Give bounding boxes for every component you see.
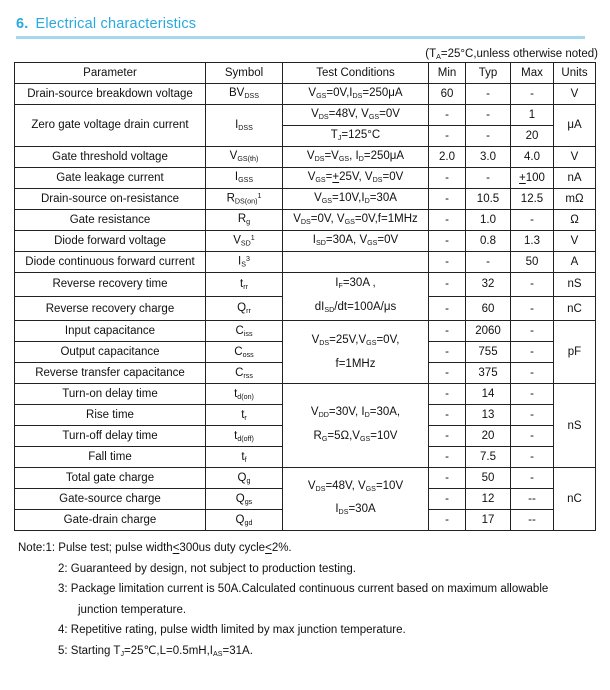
- table-row: [15, 251, 596, 272]
- table-row: [15, 384, 596, 405]
- cond-line: $dI_{SD}/dt=100A/\mu s$: [314, 300, 397, 314]
- param-cell: Reverse transfer capacitance: [15, 363, 206, 384]
- typ-cell: -: [466, 83, 511, 104]
- unit-cell: mΩ: [554, 188, 596, 209]
- max-cell: 50: [511, 251, 554, 272]
- max-cell: --: [511, 510, 554, 531]
- datasheet-page: [0, 16, 610, 690]
- min-cell: -: [429, 363, 466, 384]
- typ-cell: 13: [466, 405, 511, 426]
- typ-cell: 3.0: [466, 146, 511, 167]
- cond-cell-merged: [283, 321, 429, 384]
- param-cell: Drain-source breakdown voltage: [15, 83, 206, 104]
- max-cell: -: [511, 321, 554, 342]
- cond-line: $V_{DD}=30V$, $I_D=30A$,: [310, 406, 401, 419]
- cond-cell: $V_{DS}=48V$, $V_{GS}=0V$: [283, 104, 429, 125]
- cond-cell-merged: [283, 272, 429, 321]
- symbol-cell: $Q_g$: [206, 468, 283, 489]
- col-symbol: Symbol: [206, 62, 283, 83]
- symbol-cell: $Q_{gs}$: [206, 489, 283, 510]
- min-cell: 60: [429, 83, 466, 104]
- unit-cell: V: [554, 83, 596, 104]
- cond-cell: $I_{SD}=30A$, $V_{GS}=0V$: [283, 230, 429, 251]
- unit-cell: V: [554, 146, 596, 167]
- typ-cell: 17: [466, 510, 511, 531]
- unit-cell: A: [554, 251, 596, 272]
- note-line-3: 3: Package limitation current is 50A.Calculated continuous current based on maximum allowable: [58, 583, 549, 596]
- symbol-cell: $R_g$: [206, 209, 283, 230]
- param-cell: Reverse recovery time: [15, 272, 206, 296]
- notes-block: [18, 541, 610, 660]
- min-cell: -: [429, 188, 466, 209]
- typ-cell: -: [466, 104, 511, 125]
- min-cell: 2.0: [429, 146, 466, 167]
- min-cell: -: [429, 405, 466, 426]
- param-cell: Gate threshold voltage: [15, 146, 206, 167]
- unit-cell: μA: [554, 104, 596, 146]
- symbol-cell: $I_{GSS}$: [206, 167, 283, 188]
- cond-cell: $V_{DS}=0V$, $V_{GS}=0V,f=1MHz$: [283, 209, 429, 230]
- symbol-cell: $V_{SD}^1$: [206, 230, 283, 251]
- typ-cell: 20: [466, 426, 511, 447]
- symbol-cell: $I_{DSS}$: [206, 104, 283, 146]
- col-min: Min: [429, 62, 466, 83]
- typ-cell: 12: [466, 489, 511, 510]
- param-cell: Rise time: [15, 405, 206, 426]
- min-cell: -: [429, 272, 466, 296]
- typ-cell: -: [466, 125, 511, 146]
- cond-cell-merged: [283, 384, 429, 468]
- typ-cell: 14: [466, 384, 511, 405]
- max-cell: -: [511, 297, 554, 321]
- cond-line: $I_F=30A$ ,: [335, 276, 376, 290]
- min-cell: -: [429, 447, 466, 468]
- unit-cell: nC: [554, 297, 596, 321]
- symbol-cell: $BV_{DSS}$: [206, 83, 283, 104]
- symbol-cell: $V_{GS(th)}$: [206, 146, 283, 167]
- symbol-cell: $t_r$: [206, 405, 283, 426]
- typ-cell: 10.5: [466, 188, 511, 209]
- unit-cell: pF: [554, 321, 596, 384]
- typ-cell: 7.5: [466, 447, 511, 468]
- cond-line: $R_G=5\Omega,V_{GS}=10V$: [313, 429, 398, 443]
- table-row: [15, 209, 596, 230]
- min-cell: -: [429, 209, 466, 230]
- param-cell: Zero gate voltage drain current: [15, 104, 206, 146]
- unit-cell: nA: [554, 167, 596, 188]
- max-cell: -: [511, 426, 554, 447]
- max-cell: 1: [511, 104, 554, 125]
- min-cell: -: [429, 426, 466, 447]
- symbol-cell: $Q_{rr}$: [206, 297, 283, 321]
- param-cell: Gate-source charge: [15, 489, 206, 510]
- table-row: [15, 146, 596, 167]
- typ-cell: 0.8: [466, 230, 511, 251]
- symbol-cell: $C_{oss}$: [206, 342, 283, 363]
- unit-cell: Ω: [554, 209, 596, 230]
- max-cell: -: [511, 405, 554, 426]
- max-cell: 12.5: [511, 188, 554, 209]
- max-cell: -: [511, 468, 554, 489]
- cond-cell-merged: [283, 468, 429, 531]
- min-cell: -: [429, 321, 466, 342]
- min-cell: -: [429, 167, 466, 188]
- table-row: [15, 468, 596, 489]
- param-cell: Diode continuous forward current: [15, 251, 206, 272]
- cond-cell: $V_{GS}=0V,I_{DS}=250\mu A$: [283, 83, 429, 104]
- symbol-cell: $R_{DS(on)}^1$: [206, 188, 283, 209]
- param-cell: Gate-drain charge: [15, 510, 206, 531]
- param-cell: Input capacitance: [15, 321, 206, 342]
- min-cell: -: [429, 489, 466, 510]
- min-cell: -: [429, 230, 466, 251]
- min-cell: -: [429, 342, 466, 363]
- note-line-1: Note:1: Pulse test; pulse width<300us duty cycle<2%.: [18, 542, 292, 555]
- typ-cell: 2060: [466, 321, 511, 342]
- col-test-conditions: Test Conditions: [283, 62, 429, 83]
- table-row: [15, 321, 596, 342]
- param-cell: Output capacitance: [15, 342, 206, 363]
- param-cell: Drain-source on-resistance: [15, 188, 206, 209]
- note-line-4: 4: Repetitive rating, pulse width limited by max junction temperature.: [58, 624, 406, 637]
- section-title: Electrical characteristics: [35, 16, 197, 32]
- max-cell: -: [511, 83, 554, 104]
- table-row: [15, 272, 596, 296]
- max-cell: -: [511, 447, 554, 468]
- table-header-row: [15, 62, 596, 83]
- typ-cell: 60: [466, 297, 511, 321]
- section-heading: [16, 16, 585, 39]
- typ-cell: 375: [466, 363, 511, 384]
- min-cell: -: [429, 297, 466, 321]
- electrical-characteristics-table: [14, 62, 596, 532]
- max-cell: -: [511, 209, 554, 230]
- param-cell: Gate resistance: [15, 209, 206, 230]
- symbol-cell: $t_{rr}$: [206, 272, 283, 296]
- param-cell: Turn-on delay time: [15, 384, 206, 405]
- min-cell: -: [429, 125, 466, 146]
- note-line-2: 2: Guaranteed by design, not subject to production testing.: [58, 562, 356, 575]
- max-cell: -: [511, 384, 554, 405]
- col-units: Units: [554, 62, 596, 83]
- max-cell: --: [511, 489, 554, 510]
- unit-cell: nS: [554, 384, 596, 468]
- param-cell: Fall time: [15, 447, 206, 468]
- note-line-3-cont: junction temperature.: [78, 603, 187, 616]
- max-cell: -: [511, 363, 554, 384]
- max-cell: +100: [511, 167, 554, 188]
- col-parameter: Parameter: [15, 62, 206, 83]
- typ-cell: -: [466, 251, 511, 272]
- table-row: [15, 188, 596, 209]
- min-cell: -: [429, 510, 466, 531]
- max-cell: 20: [511, 125, 554, 146]
- cond-line: $V_{DS}=25V,V_{GS}=0V$,: [311, 333, 400, 347]
- table-row: [15, 104, 596, 125]
- unit-cell: nS: [554, 272, 596, 296]
- typ-cell: 50: [466, 468, 511, 489]
- param-cell: Gate leakage current: [15, 167, 206, 188]
- cond-line: $V_{DS}=48V$, $V_{GS}=10V$: [307, 479, 404, 493]
- note-line-5: 5: Starting $T_J=25℃,L=0.5mH,I_{AS}=31A$.: [58, 644, 253, 658]
- table-row: [15, 83, 596, 104]
- symbol-cell: $Q_{gd}$: [206, 510, 283, 531]
- cond-cell: $V_{DS}=V_{GS}$, $I_D=250\mu A$: [283, 146, 429, 167]
- symbol-cell: $t_f$: [206, 447, 283, 468]
- cond-cell: $V_{GS}=10V,I_D=30A$: [283, 188, 429, 209]
- unit-cell: nC: [554, 468, 596, 531]
- table-row: [15, 230, 596, 251]
- typ-cell: 1.0: [466, 209, 511, 230]
- typ-cell: -: [466, 167, 511, 188]
- symbol-cell: $t_{d(on)}$: [206, 384, 283, 405]
- table-row: [15, 167, 596, 188]
- param-cell: Total gate charge: [15, 468, 206, 489]
- col-typ: Typ: [466, 62, 511, 83]
- min-cell: -: [429, 104, 466, 125]
- max-cell: -: [511, 342, 554, 363]
- cond-cell: $T_J=125^\circ C$: [283, 125, 429, 146]
- cond-cell: [283, 251, 429, 272]
- max-cell: -: [511, 272, 554, 296]
- unit-cell: V: [554, 230, 596, 251]
- typ-cell: 32: [466, 272, 511, 296]
- max-cell: 1.3: [511, 230, 554, 251]
- section-number: 6.: [16, 16, 29, 32]
- condition-note: ($T_A=25^\circ C,unless$ otherwise noted): [425, 48, 598, 61]
- min-cell: -: [429, 384, 466, 405]
- col-max: Max: [511, 62, 554, 83]
- symbol-cell: $C_{iss}$: [206, 321, 283, 342]
- cond-line: f=1MHz: [335, 357, 376, 370]
- param-cell: Diode forward voltage: [15, 230, 206, 251]
- min-cell: -: [429, 468, 466, 489]
- cond-line: $I_{DS}=30A$: [335, 503, 376, 517]
- symbol-cell: $I_S^3$: [206, 251, 283, 272]
- typ-cell: 755: [466, 342, 511, 363]
- cond-cell: $V_{GS}=+25V$, $V_{DS}=0V$: [283, 167, 429, 188]
- min-cell: -: [429, 251, 466, 272]
- max-cell: 4.0: [511, 146, 554, 167]
- symbol-cell: $C_{rss}$: [206, 363, 283, 384]
- param-cell: Turn-off delay time: [15, 426, 206, 447]
- param-cell: Reverse recovery charge: [15, 297, 206, 321]
- symbol-cell: $t_{d(off)}$: [206, 426, 283, 447]
